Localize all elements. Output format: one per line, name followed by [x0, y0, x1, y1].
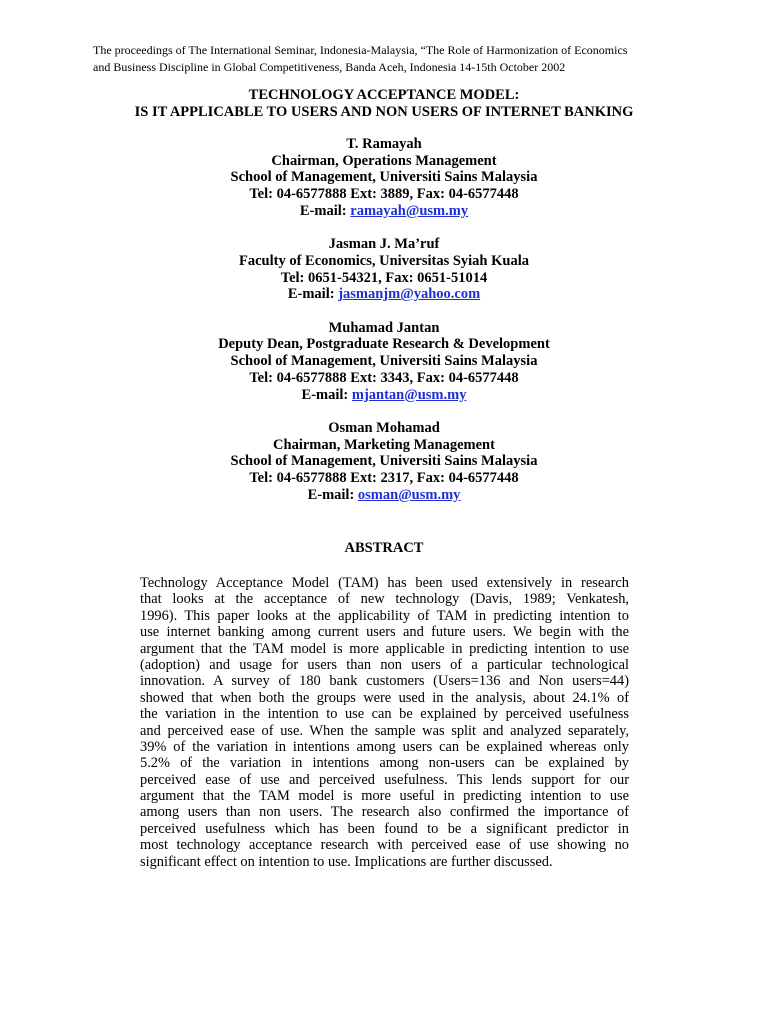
- abstract-body: [140, 575, 629, 870]
- email-label: E-mail:: [287, 286, 339, 303]
- title-line: TECHNOLOGY ACCEPTANCE MODEL:: [248, 87, 520, 103]
- abstract-line: argument that the TAM model is more useful in predicting intention to use: [140, 788, 629, 805]
- email-link[interactable]: osman@usm.my: [357, 486, 461, 503]
- email-label: E-mail:: [307, 486, 358, 503]
- email-label: E-mail:: [299, 202, 351, 219]
- author-block: [0, 136, 768, 220]
- abstract-line: (adoption) and usage for users than non users of a particular technological: [140, 656, 629, 673]
- author-name: Osman Mohamad: [328, 419, 440, 436]
- author-affiliation-line: Faculty of Economics, Universitas Syiah Kuala: [238, 252, 529, 269]
- abstract-line: 5.2% of the variation in intentions among non-users can be explained by: [140, 755, 629, 772]
- author-block: [0, 236, 768, 303]
- proceedings-line: and Business Discipline in Global Competitiveness, Banda Aceh, Indonesia 14-15th October 2002: [93, 59, 566, 74]
- author-block: [0, 420, 768, 504]
- author-email-line: [0, 387, 768, 404]
- abstract-line: Technology Acceptance Model (TAM) has been used extensively in research: [140, 575, 629, 591]
- author-affiliation-line: School of Management, Universiti Sains Malaysia: [230, 169, 538, 186]
- email-label: E-mail:: [301, 386, 352, 403]
- abstract-line: perceived usefulness which has been found to be a significant predictor in: [140, 820, 629, 837]
- paper-title: [0, 87, 768, 121]
- abstract-line: most technology acceptance research with perceived ease of use showing no: [140, 837, 629, 854]
- abstract-line: significant effect on intention to use. Implications are further discussed.: [140, 853, 553, 870]
- abstract-line: that looks at the acceptance of new technology (Davis, 1989; Venkatesh,: [140, 591, 629, 608]
- author-name: Jasman J. Ma’ruf: [328, 236, 440, 253]
- author-affiliation-line: School of Management, Universiti Sains Malaysia: [230, 453, 538, 470]
- author-block: [0, 320, 768, 404]
- abstract-line: 1996). This paper looks at the applicability of TAM in predicting intention to: [140, 607, 629, 624]
- abstract-heading: ABSTRACT: [344, 540, 424, 556]
- title-line: IS IT APPLICABLE TO USERS AND NON USERS OF INTERNET BANKING: [134, 104, 634, 120]
- email-link[interactable]: jasmanjm@yahoo.com: [338, 286, 481, 303]
- abstract-line: the variation in the intention to use can be explained by perceived usefulness: [140, 706, 629, 723]
- email-link[interactable]: mjantan@usm.my: [351, 386, 467, 403]
- author-email-line: [0, 203, 768, 220]
- author-list: [0, 136, 768, 520]
- author-contact-line: Tel: 04-6577888 Ext: 2317, Fax: 04-6577448: [249, 470, 519, 487]
- abstract-line: perceived ease of use and perceived usefulness. This lends support for our: [140, 771, 629, 788]
- author-email-line: [0, 487, 768, 504]
- abstract-line: innovation. A survey of 180 bank customers (Users=136 and Non users=44): [140, 673, 629, 690]
- author-affiliation-line: Deputy Dean, Postgraduate Research & Development: [218, 336, 550, 353]
- author-affiliation-line: Chairman, Operations Management: [271, 152, 497, 169]
- abstract-line: argument that the TAM model is more applicable in predicting intention to use: [140, 640, 629, 657]
- proceedings-line: The proceedings of The International Seminar, Indonesia-Malaysia, “The Role of Harmonization of Economics: [93, 43, 628, 57]
- author-contact-line: Tel: 04-6577888 Ext: 3889, Fax: 04-6577448: [249, 186, 519, 203]
- author-name: T. Ramayah: [346, 136, 422, 152]
- author-name: Muhamad Jantan: [328, 319, 440, 336]
- author-email-line: [0, 286, 768, 303]
- abstract-line: use internet banking among current users and future users. We begin with the: [140, 624, 629, 641]
- email-link[interactable]: ramayah@usm.my: [350, 202, 469, 219]
- abstract-line: showed that when both the groups were used in the analysis, about 24.1% of: [140, 689, 629, 706]
- abstract-line: among users than non users. The research also confirmed the importance of: [140, 804, 629, 821]
- proceedings-header: [93, 42, 693, 75]
- author-affiliation-line: School of Management, Universiti Sains Malaysia: [230, 353, 538, 370]
- abstract-line: and perceived ease of use. When the sample was split and analyzed separately,: [140, 722, 629, 739]
- author-contact-line: Tel: 04-6577888 Ext: 3343, Fax: 04-6577448: [249, 369, 519, 386]
- author-contact-line: Tel: 0651-54321, Fax: 0651-51014: [280, 269, 488, 286]
- author-affiliation-line: Chairman, Marketing Management: [273, 436, 495, 453]
- abstract-line: 39% of the variation in intentions among users can be explained whereas only: [140, 738, 629, 755]
